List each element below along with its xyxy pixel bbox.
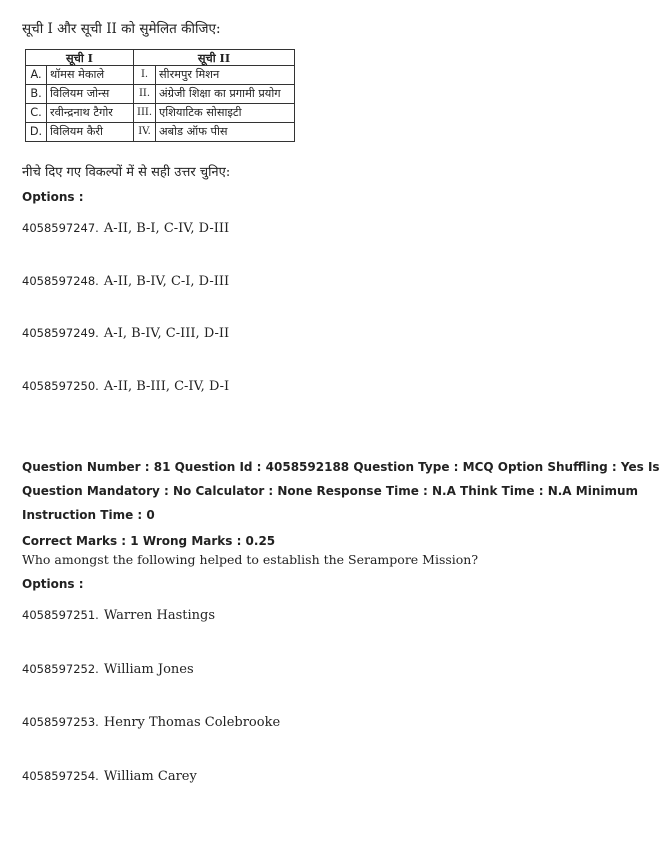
option-text: A-II, B-IV, C-I, D-III [103,274,230,289]
option-item[interactable] [22,375,229,394]
row-letter: C. [26,104,47,123]
row-letter: B. [26,85,47,104]
row-label: रवीन्द्रनाथ टैगोर [47,104,134,123]
row-value: अंग्रेजी शिक्षा का प्रगामी प्रयोग [156,85,295,104]
row-value: सीरमपुर मिशन [156,66,295,85]
option-item[interactable] [22,604,215,623]
row-number: III. [134,104,156,123]
list-1-header: सूची I [26,50,134,66]
option-item[interactable] [22,711,280,730]
question-meta-line-3: Instruction Time : 0 [22,508,155,522]
option-item[interactable] [22,765,197,784]
option-item[interactable] [22,322,229,341]
option-id: 4058597250. [22,379,99,393]
option-text: Henry Thomas Colebrooke [103,715,281,730]
question-meta-line-2: Question Mandatory : No Calculator : None Response Time : N.A Think Time : N.A Minimum [22,484,639,498]
row-label: विलियम जोन्स [47,85,134,104]
option-id: 4058597254. [22,769,99,783]
option-text: William Carey [103,769,197,784]
row-value: अबोड ऑफ पीस [156,123,295,142]
option-id: 4058597252. [22,662,99,676]
question-meta-line-1: Question Number : 81 Question Id : 4058592188 Question Type : MCQ Option Shuffling : Yes Is [22,460,660,474]
row-letter: D. [26,123,47,142]
row-letter: A. [26,66,47,85]
option-text: Warren Hastings [103,608,216,623]
option-text: A-II, B-III, C-IV, D-I [103,379,230,394]
option-item[interactable] [22,270,229,289]
row-number: II. [134,85,156,104]
row-number: I. [134,66,156,85]
choose-instruction: नीचे दिए गए विकल्पों में से सही उत्तर चुनिए: [22,165,231,180]
matching-table [25,49,295,142]
question-marks: Correct Marks : 1 Wrong Marks : 0.25 [22,534,276,548]
options-heading: Options : [22,577,84,591]
options-heading: Options : [22,190,84,204]
option-text: A-II, B-I, C-IV, D-III [103,221,230,236]
table-row [26,85,295,104]
list-2-header: सूची II [134,50,295,66]
option-text: A-I, B-IV, C-III, D-II [103,326,230,341]
table-row [26,104,295,123]
row-label: विलियम कैरी [47,123,134,142]
row-number: IV. [134,123,156,142]
table-row [26,123,295,142]
option-text: William Jones [103,662,194,677]
question-81-text: Who amongst the following helped to establish the Serampore Mission? [22,552,479,567]
option-id: 4058597248. [22,274,99,288]
option-id: 4058597247. [22,221,99,235]
table-row [26,66,295,85]
option-id: 4058597249. [22,326,99,340]
option-id: 4058597251. [22,608,99,622]
question-80-intro: सूची I और सूची II को सुमेलित कीजिए: [22,21,221,37]
option-item[interactable] [22,217,229,236]
option-item[interactable] [22,658,194,677]
option-id: 4058597253. [22,715,99,729]
matching-table-header [26,50,295,66]
row-label: थॉमस मेकाले [47,66,134,85]
row-value: एशियाटिक सोसाइटी [156,104,295,123]
